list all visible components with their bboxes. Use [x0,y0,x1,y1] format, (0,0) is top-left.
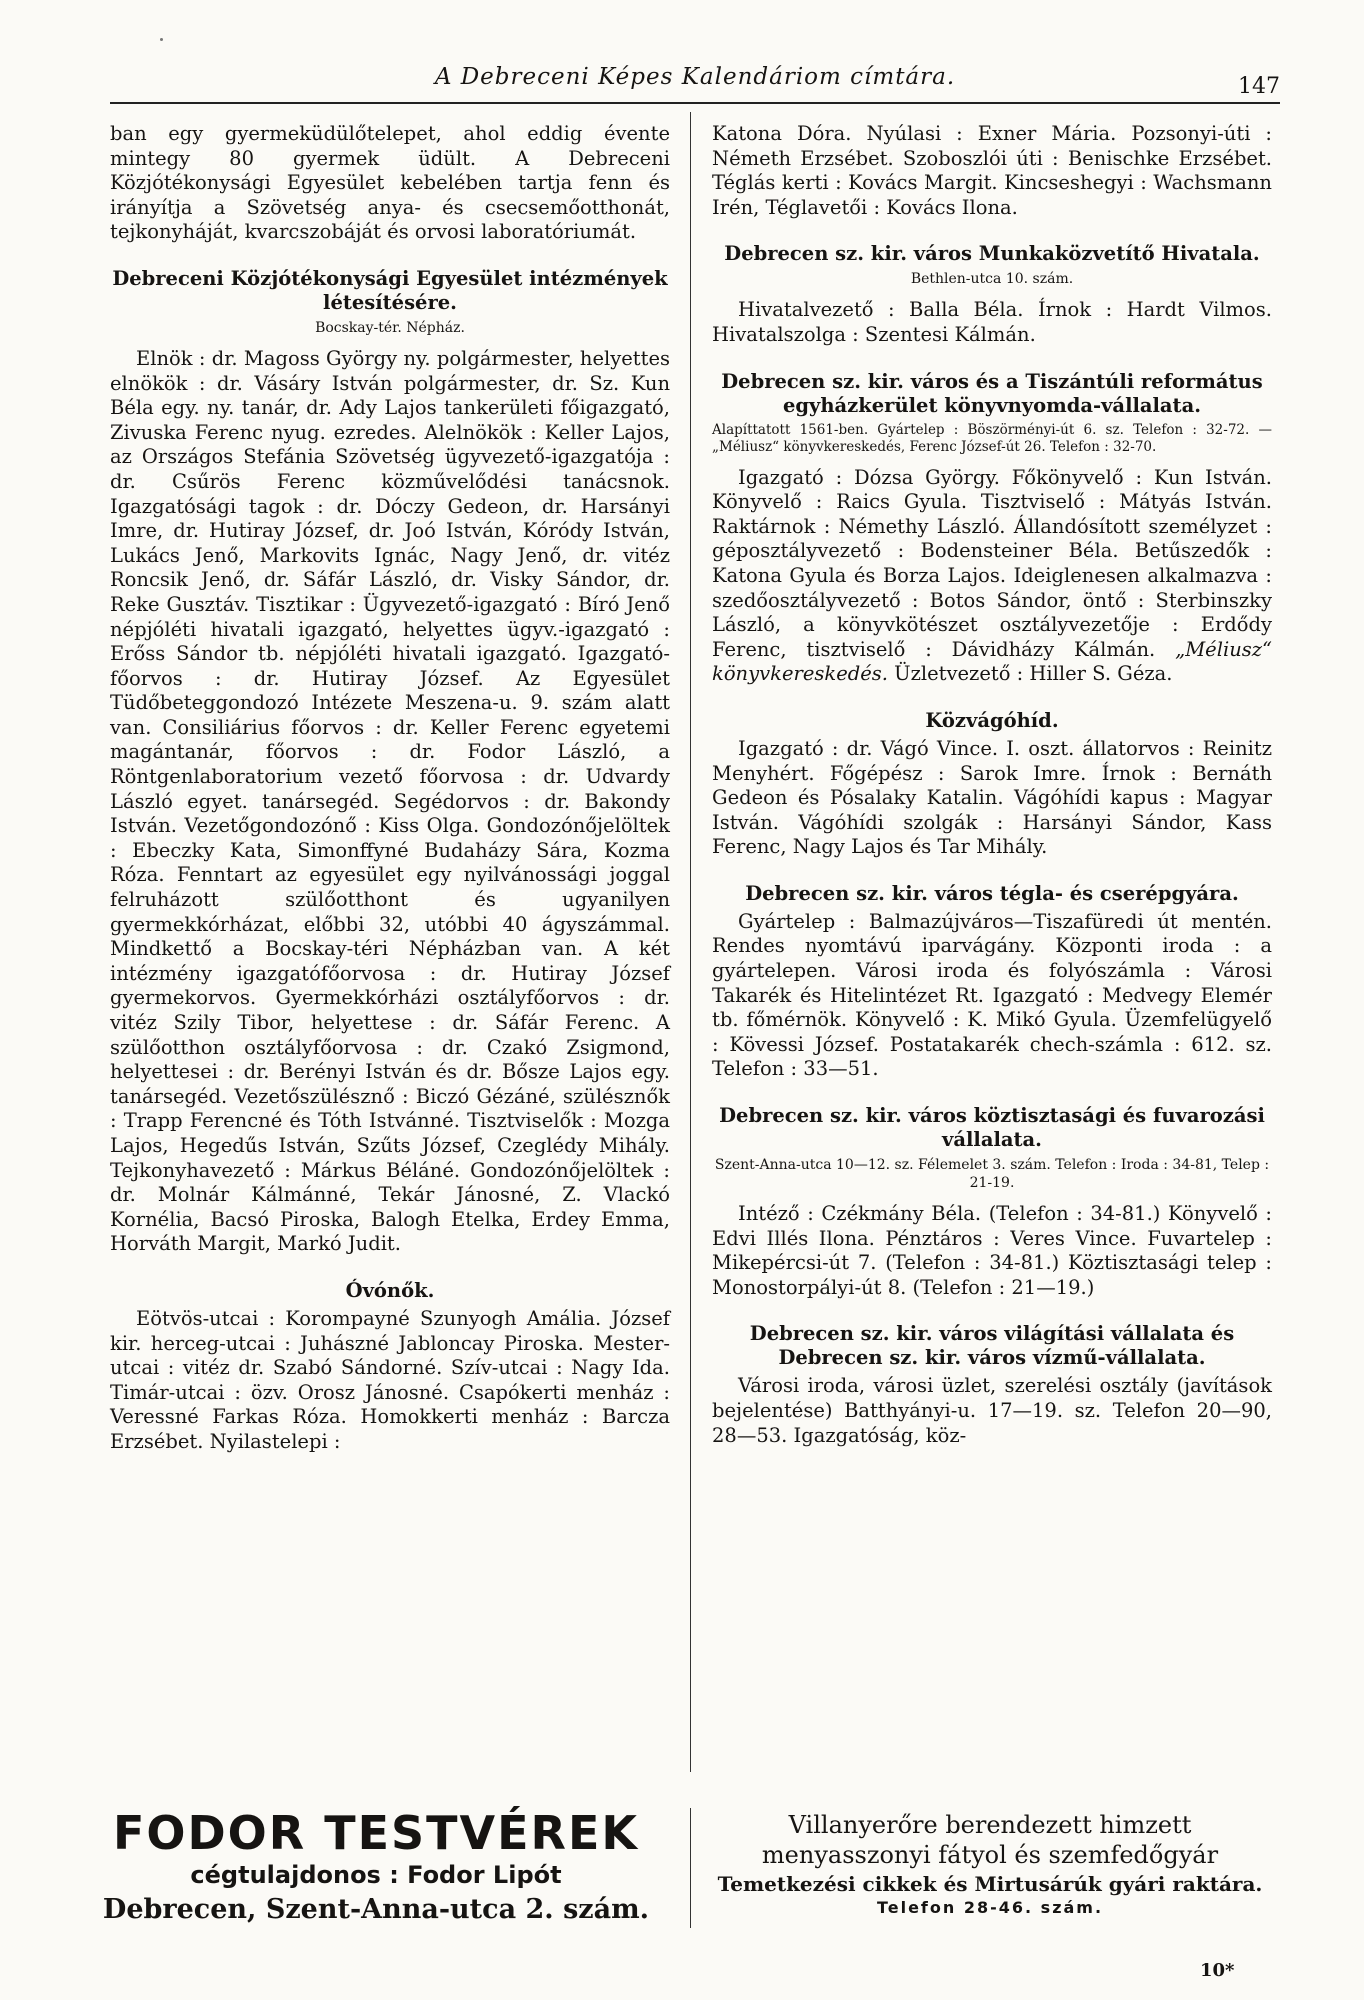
section-address: Alapíttatott 1561-ben. Gyártelep : Böszörményi-út 6. sz. Telefon : 32-72. — „Méliusz“ könyvkereskedés, Ferenc József-út 26. Telefon : 32-70. [712,421,1272,455]
ad-phone: Telefon 28-46. szám. [876,1898,1104,1917]
print-speck [160,38,163,41]
section-heading: Debrecen sz. kir. város világítási vállalata és Debrecen sz. kir. város vízmű-vállalata. [749,1322,1235,1370]
section-address: Bethlen-utca 10. szám. [910,271,1074,288]
section-body: Intéző : Czékmány Béla. (Telefon : 34-81.) Könyvelő : Edvi Illés Ilona. Pénztáros : Veres Vince. Fuvartelep : Mikepércsi-út 7. (Telefon : 34-81.) Köztisztasági telep : Monostorpályi-út 8. (Telefon : 21—19.) [712,1202,1272,1299]
advertisement-fodor [96,1808,656,1928]
right-column [712,122,1272,1448]
printer-signature: 10* [1200,1960,1235,1981]
section-address: Szent-Anna-utca 10—12. sz. Félemelet 3. szám. Telefon : Iroda : 34-81, Telep : 21-19. [714,1157,1270,1192]
ad-address: Debrecen, Szent-Anna-utca 2. szám. [102,1894,650,1925]
page-number: 147 [1238,74,1280,99]
section-heading: Óvónők. [345,1278,435,1302]
section-body: Városi iroda, városi üzlet, szerelési osztály (javítások bejelentése) Batthyányi-u. 17—19. sz. Telefon 20—90, 28—53. Igazgatóság, köz- [712,1374,1272,1447]
ad-line: Villanyerőre berendezett himzett [788,1811,1192,1839]
section-heading: Debrecen sz. kir. város köztisztasági és fuvarozási vállalata. [719,1104,1265,1152]
ad-line: menyasszonyi fátyol és szemfedőgyár [761,1841,1219,1869]
section-body: Eötvös-utcai : Korompayné Szunyogh Amália. József kir. herceg-utcai : Juhászné Jabloncay Piroska. Mester-utcai : vitéz dr. Szabó Sándorné. Szív-utcai : Nagy Ida. Timár-utcai : özv. Orosz Jánosné. Csapókerti menház : Veressné Farkas Róza. Homokkerti menház : Barcza Erzsébet. Nyilastelepi : [110,1306,670,1453]
ad-owner: cégtulajdonos : Fodor Lipót [190,1861,562,1889]
bookshop-name: „Méliusz“ könyvkereskedés. [712,637,1272,686]
section-body: Elnök : dr. Magoss György ny. polgármester, helyettes elnökök : dr. Vásáry István polgármester, dr. Sz. Kun Béla egy. ny. tanár, dr. Ady Lajos tankerületi főigazgató, Zivuska Ferenc nyug. ezredes. Alelnökök : Keller Lajos, az Országos Stefánia Szövetség ügyvezető-igazgatója : dr. Csűrös Ferenc közművelődési tanácsnok. Igazgatósági tagok : dr. Dóczy Gedeon, dr. Harsányi Imre, dr. Hutiray József, dr. Joó István, Kóródy István, Lukács Jenő, Markovits Ignác, Nagy Jenő, dr. vitéz Roncsik Jenő, dr. Sáfár László, dr. Visky Sándor, dr. Reke Gusztáv. Tisztikar : Ügyvezető-igazgató : Bíró Jenő népjóléti hivatali igazgató, helyettes ügyv.-igazgató : Erőss Sándor tb. népjóléti hivatali igazgató. Igazgató-főorvos : dr. Hutiray József. Az Egyesület Tüdőbeteggondozó Intézete Meszena-u. 9. szám alatt van. Consiliárius főorvos : dr. Keller Ferenc egyetemi magántanár, főorvos : dr. Fodor László, a Röntgenlaboratorium vezető főorvosa : dr. Udvardy László egyet. tanársegéd. Segédorvos : dr. Bakondy István. Vezetőgondozónő : Kiss Olga. Gondozónőjelöltek : Ebeczky Kata, Simonffyné Budaházy Sára, Kozma Róza. Fenntart az egyesület egy nyilvánossági joggal felruházott szülőotthont és ugyanilyen gyermekkórházat, előbbi 32, utóbbi 40 ágyszámmal. Mindkettő a Bocskay-téri Népházban van. A két intézmény igazgatófőorvosa : dr. Hutiray József gyermekorvos. Gyermekkórházi osztályfőorvos : dr. vitéz Szily Tibor, helyettese : dr. Sáfár Ferenc. A szülőotthon osztályfőorvosa : dr. Czakó Zsigmond, helyettesei : dr. Berényi István és dr. Bősze Lajos egy. tanársegéd. Vezetőszülésznő : Biczó Gézáné, szülésznők : Trapp Ferencné és Tóth Istvánné. Tisztviselők : Mozga Lajos, Hegedűs István, Szűts József, Czeglédy Mihály. Tejkonyhavezető : Márkus Béláné. Gondozónőjelöltek : dr. Molnár Kálmánné, Tekár Jánosné, Z. Vlackó Kornélia, Bacsó Piroska, Balogh Etelka, Erdey Emma, Horváth Margit, Markó Judit. [110,346,670,1256]
section-heading: Debrecen sz. kir. város tégla- és cserépgyára. [745,881,1239,905]
section-heading: Debrecen sz. kir. város és a Tiszántúli református egyházkerület könyvnyomda-vállalata. [721,369,1263,417]
section-heading: Debrecen sz. kir. város Munkaközvetítő Hivatala. [724,242,1260,266]
section-body: Gyártelep : Balmazújváros—Tiszafüredi út mentén. Rendes nyomtávú iparvágány. Központi iroda : a gyártelepen. Városi iroda és folyószámla : Városi Takarék és Hitelintézet Rt. Igazgató : Medvegy Elemér tb. főmérnök. Könyvelő : K. Mikó Gyula. Üzemfelügyelő : Kövessi József. Postatakarék chech-számla : 612. sz. Telefon : 33—51. [712,909,1272,1081]
section-body-text: Üzletvezető : Hiller S. Géza. [894,662,1173,686]
section-body: Igazgató : dr. Vágó Vince. I. oszt. állatorvos : Reinitz Menyhért. Főgépész : Sarok Imre. Írnok : Bernáth Gedeon és Pósalaky Katalin. Vágóhídi kapus : Magyar István. Vágóhídi szolgák : Harsányi Sándor, Kass Ferenc, Nagy Lajos és Tar Mihály. [712,736,1272,859]
ad-line: Temetkezési cikkek és Mirtusárúk gyári raktára. [717,1872,1263,1896]
left-column [110,122,670,1455]
continuation-paragraph: Katona Dóra. Nyúlasi : Exner Mária. Pozsonyi-úti : Németh Erzsébet. Szoboszlói úti : Benischke Erzsébet. Téglás kerti : Kovács Margit. Kincseshegyi : Wachsmann Irén, Téglavetői : Kovács Ilona. [712,122,1272,219]
section-heading: Közvágóhíd. [925,708,1059,732]
section-body-text: Igazgató : Dózsa György. Főkönyvelő : Kun István. Könyvelő : Raics Gyula. Tisztviselő : Mátyás István. Raktárnok : Némethy László. Állandósított személyzet : géposztályvezető : Bodensteiner Béla. Betűszedők : Katona Gyula és Borza Lajos. Ideiglenesen alkalmazva : szedőosztályvezető : Botos Sándor, öntő : Sterbinszky László, a könyvkötészet osztályvezetője : Erdődy Ferenc, tisztviselő : Dávidházy Kálmán. [712,465,1272,661]
page-header [110,62,1280,104]
section-body: Hivatalvezető : Balla Béla. Írnok : Hardt Vilmos. Hivatalszolga : Szentesi Kálmán. [712,298,1272,346]
section-address: Bocskay-tér. Népház. [315,319,465,336]
ad-divider [690,1808,691,1928]
running-title: A Debreceni Képes Kalendáriom címtára. [434,64,956,90]
column-divider [690,112,691,1772]
intro-paragraph: ban egy gyermeküdülőtelepet, ahol eddig évente mintegy 80 gyermek üdült. A Debreceni Közjótékonysági Egyesület kebelében tartja fenn és irányítja a Szövetség anya- és csecsemőotthonát, tejkonyháját, kvarcszobáját és orvosi laboratóriumát. [110,122,670,244]
advertisement-veil-factory [700,1810,1280,1917]
section-heading: Debreceni Közjótékonysági Egyesület intézmények létesítésére. [112,266,668,314]
ad-company-name: FODOR TESTVÉREK [112,1806,640,1860]
section-body [712,466,1272,687]
